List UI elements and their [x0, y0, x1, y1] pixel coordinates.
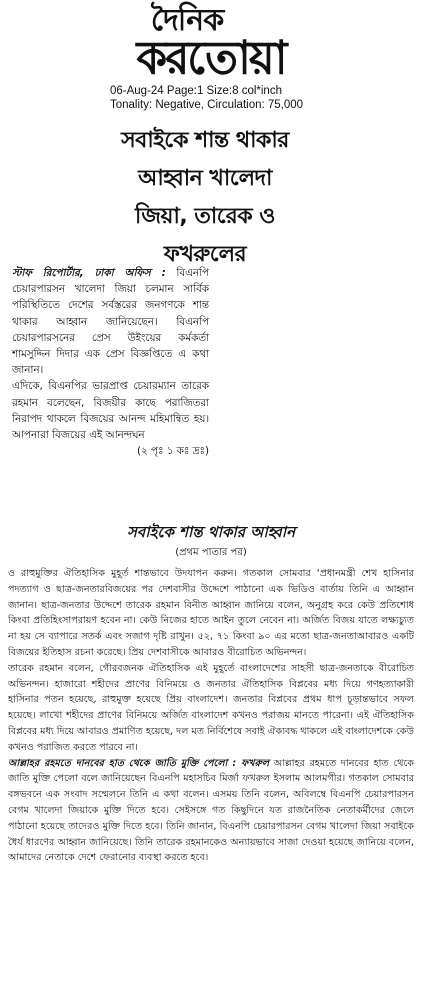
- headline-line-2: আহ্বান খালেদা: [138, 166, 272, 191]
- byline: স্টাফ রিপোর্টার, ঢাকা অফিস :: [12, 267, 166, 279]
- masthead-prefix: দৈনিক: [150, 3, 224, 38]
- article-headline: [40, 122, 370, 274]
- subheading-fakhrul: আল্লাহর রহমতে দানবের হাত থেকে জাতি মুক্তি পেলো : ফখরুল: [8, 757, 269, 769]
- continuation-paragraph-1: ও রাহুমুক্তির ঐতিহাসিক মুহূর্ত শান্তভাবে উদযাপন করুন। গতকাল সোমবার ‘প্রধানমন্ত্রী শেখ হাসিনার পদত্যাগ ও ছাত্র-জনতারবিজয়ের পর দেশবাসীর উদ্দেশে পাঠানো এক ভিডিও বার্তায় তিনি এ আহ্বান জানান। ছাত্র-জনতার উদ্দেশে তারেক রহমান বিনীত আহ্বান জানিয়ে বলেন, অনুগ্রহ করে কেউ প্রতিশোধ কিংবা প্রতিহিংসাপরায়ণ হবেন না। কেউ নিজের হাতে আইন তুলে নেবেন না। অর্জিত বিজয় যাতে লক্ষ্যচ্যুত না হয় সে ব্যাপারে সতর্ক এবং সজাগ দৃষ্টি রাখুন। ৫২, ৭১ কিংবা ৯০ এর মতো ছাত্র-জনতাআবারও একটি বিজয়ের ইতিহাস রচনা করেছে। প্রিয় দেশবাসীকে আবারও বীরোচিত অভিনন্দন।: [8, 568, 414, 658]
- metadata-line-page-size: 06-Aug-24 Page:1 Size:8 col*inch: [110, 85, 282, 97]
- article-column: [12, 265, 209, 459]
- continuation-paragraph-3: [8, 756, 414, 867]
- headline-line-1: সবাইকে শান্ত থাকার: [121, 128, 289, 153]
- continuation-title: সবাইকে শান্ত থাকার আহ্বান: [126, 523, 296, 541]
- masthead-title: করতোয়া: [136, 31, 286, 86]
- clipping-metadata: [110, 84, 410, 112]
- headline-line-3: জিয়া, তারেক ও: [135, 204, 275, 229]
- continuation-paragraph-2: তারেক রহমান বলেন, গৌরবজনক ঐতিহাসিক এই মুহূর্তে বাংলাদেশের সাহসী ছাত্র-জনতাকে বীরোচিত অভিনন্দন। হাজারো শহীদের প্রাণের বিনিময়ে ও জনতার ঐতিহাসিক বিপ্লবের মধ্য দিয়ে গণহত্যাকারী হাসিনার পতন হয়েছে, রাহুমুক্ত হয়েছে প্রিয় বাংলাদেশ। জনতার বিপ্লবের প্রথম ধাপ চূড়ান্তভাবে সফল হয়েছে। লাখো শহীদের প্রাণের বিনিময়ে অর্জিত বাংলাদেশ কখনও পরাজয় মানতে পারেনা। এই ঐতিহাসিক বিপ্লবের মধ্য দিয়ে আবারও প্রমাণিত হয়েছে, দল মত নির্বিশেষে সবাই ঐক্যবদ্ধ থাকলে এই বাংলাদেশকে কেউ কখনও পরাজিত করতে পারবে না।: [8, 662, 414, 753]
- newspaper-masthead: [0, 3, 422, 86]
- article-paragraph-2: এদিকে, বিএনপির ভারপ্রাপ্ত চেয়ারম্যান তারেক রহমান বলেছেন, বিজয়ীর কাছে পরাজিতরা নিরাপদ থাকলে বিজয়ের আনন্দ মহিমান্বিত হয়। আপনারা বিজয়ের এই আনন্দঘন: [12, 380, 209, 442]
- article-paragraph-1: বিএনপি চেয়ারপারসন খালেদা জিয়া চলমান সার্বিক পরিস্থিতিতে দেশের সর্বস্তরের জনগণকে শান্ত থাকার আহ্বান জানিয়েছেন। বিএনপি চেয়ারপারসনের প্রেস উইংয়ের কর্মকর্তা শামসুদ্দিন দিদার এক প্রেস বিজ্ঞপ্তিতে এ কথা জানান।: [12, 267, 209, 377]
- continuation-body: [8, 566, 414, 866]
- metadata-line-tonality: Tonality: Negative, Circulation: 75,000: [110, 99, 304, 111]
- continuation-paragraph-3-text: আল্লাহর রহমতে দানবের হাত থেকে জাতি মুক্তি পেলো বলে জানিয়েছেন বিএনপি মহাসচিব মির্জা ফখরুল ইসলাম আলমগীর। গতকাল সোমবার বঙ্গভবনে এক সংবাদ সম্মেলনে তিনি এ কথা বলেন। এসময় তিনি বলেন, অবিলম্বে বিএনপি চেয়ারপারসন বেগম খালেদা জিয়াকে মুক্তি দিতে হবে। সেইসঙ্গে গত কিছুদিনে যত রাজনৈতিক নেতাকর্মীদের জেলে পাঠানো হয়েছে তাদেরও মুক্তি দিতে হবে। তিনি জানান, বিএনপি চেয়ারপারসন বেগম খালেদা জিয়া সবাইকে ধৈর্য ধারণের আহ্বান জানিয়েছে। তিনি তারেক রহমানকেও অন্যায়ভাবে সাজা দেওয়া হয়েছে জানিয়ে বলেন, আমাদের নেতাকে দেশে ফেরানোর ব্যবস্থা করতে হবে।: [8, 757, 415, 864]
- continuation-jump-reference: (২ পৃঃ ১ কঃ দ্রঃ): [136, 445, 209, 458]
- headline-line-4: ফখরুলের: [163, 242, 247, 267]
- continuation-note: (প্রথম পাতার পর): [175, 547, 247, 558]
